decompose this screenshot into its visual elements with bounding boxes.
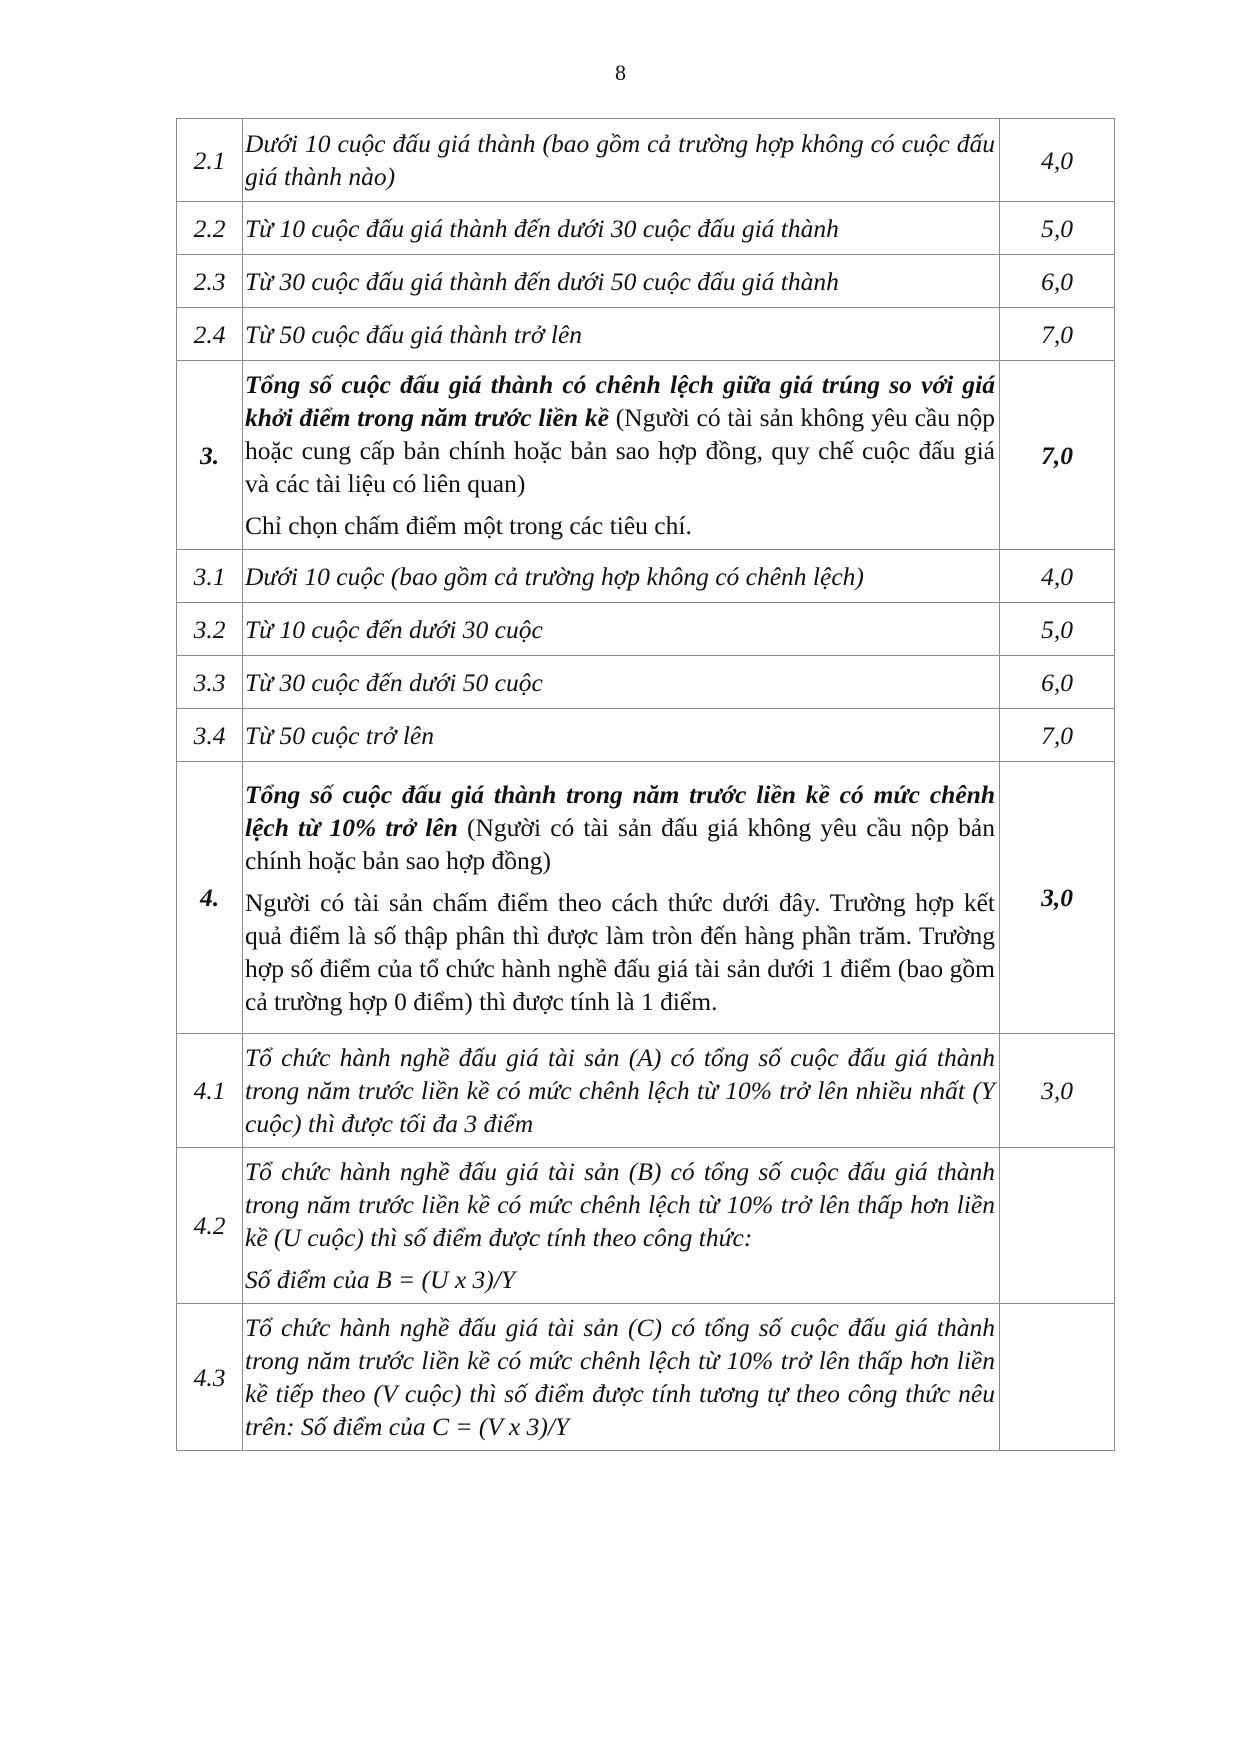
criterion-formula: Số điểm của B = (U x 3)/Y: [245, 1265, 516, 1294]
criterion-text: Từ 30 cuộc đến dưới 50 cuộc: [243, 656, 1000, 709]
criterion-score: 6,0: [1000, 656, 1115, 709]
section-number: 4.: [177, 762, 243, 1034]
criterion-number: 2.3: [177, 255, 243, 308]
criterion-text: Dưới 10 cuộc đấu giá thành (bao gồm cả trường hợp không có cuộc đấu giá thành nào): [243, 119, 1000, 202]
table-row: [177, 255, 1115, 308]
table-row: [177, 603, 1115, 656]
section-score: 7,0: [1000, 361, 1115, 550]
section-paragraph: [245, 778, 995, 877]
criterion-score: 5,0: [1000, 202, 1115, 255]
section-paragraph: [245, 368, 995, 500]
criterion-score: 4,0: [1000, 119, 1115, 202]
table-row: [177, 1304, 1115, 1451]
criterion-text: Từ 50 cuộc trở lên: [243, 709, 1000, 762]
criterion-text: Từ 30 cuộc đấu giá thành đến dưới 50 cuộc đấu giá thành: [243, 255, 1000, 308]
table-row: [177, 119, 1115, 202]
table-row: [177, 709, 1115, 762]
criterion-number: 4.2: [177, 1148, 243, 1304]
section-number: 3.: [177, 361, 243, 550]
criterion-number: 3.4: [177, 709, 243, 762]
criterion-score: 4,0: [1000, 550, 1115, 603]
criterion-text: Từ 10 cuộc đấu giá thành đến dưới 30 cuộc đấu giá thành: [243, 202, 1000, 255]
criterion-number: 3.3: [177, 656, 243, 709]
section-title: Tổng số cuộc đấu giá thành trong năm trước liền kề có mức chênh lệch từ 10% trở lên: [245, 779, 995, 842]
section-score: 3,0: [1000, 762, 1115, 1034]
criterion-number: 4.1: [177, 1034, 243, 1148]
table-row: [177, 550, 1115, 603]
criterion-score: 5,0: [1000, 603, 1115, 656]
criterion-number: 4.3: [177, 1304, 243, 1451]
criterion-number: 3.1: [177, 550, 243, 603]
section-text: (Người có tài sản không yêu cầu nộp hoặc cung cấp bản chính hoặc bản sao hợp đồng, quy chế cuộc đấu giá và các tài liệu có liên quan): [245, 403, 995, 498]
section-note: Người có tài sản chấm điểm theo cách thức dưới đây. Trường hợp kết quả điểm là số thập phân thì được làm tròn đến hàng phần trăm. Trường hợp số điểm của tổ chức hành nghề đấu giá tài sản dưới 1 điểm (bao gồm cả trường hợp 0 điểm) thì được tính là 1 điểm.: [245, 887, 995, 1016]
criterion-score: 3,0: [1000, 1034, 1115, 1148]
table-row: [177, 1148, 1115, 1304]
criterion-score: 7,0: [1000, 308, 1115, 361]
criterion-text: Từ 10 cuộc đến dưới 30 cuộc: [243, 603, 1000, 656]
criterion-text: Tổ chức hành nghề đấu giá tài sản (B) có tổng số cuộc đấu giá thành trong năm trước liền kề có mức chênh lệch từ 10% trở lên thấp hơn liền kề (U cuộc) thì số điểm được tính theo công thức:: [245, 1157, 995, 1252]
criterion-score: [1000, 1304, 1115, 1451]
criterion-score: [1000, 1148, 1115, 1304]
section-title: Tổng số cuộc đấu giá thành có chênh lệch giữa giá trúng so với giá khởi điểm trong năm trước liền kề: [245, 370, 995, 432]
section-description: [243, 762, 1000, 1034]
table-row: [177, 202, 1115, 255]
section-text: (Người có tài sản đấu giá không yêu cầu nộp bản chính hoặc bản sao hợp đồng): [245, 812, 995, 875]
criterion-description: [243, 1148, 1000, 1304]
table-row: [177, 656, 1115, 709]
section-note: Chỉ chọn chấm điểm một trong các tiêu chí.: [245, 511, 692, 540]
criterion-text: Từ 50 cuộc đấu giá thành trở lên: [243, 308, 1000, 361]
criterion-text: Tổ chức hành nghề đấu giá tài sản (A) có tổng số cuộc đấu giá thành trong năm trước liền kề có mức chênh lệch từ 10% trở lên nhiều nhất (Y cuộc) thì được tối đa 3 điểm: [243, 1034, 1000, 1148]
table-row: [177, 308, 1115, 361]
criterion-text: Dưới 10 cuộc (bao gồm cả trường hợp không có chênh lệch): [243, 550, 1000, 603]
criterion-number: 2.2: [177, 202, 243, 255]
criterion-text: Tổ chức hành nghề đấu giá tài sản (C) có tổng số cuộc đấu giá thành trong năm trước liền kề có mức chênh lệch từ 10% trở lên thấp hơn liền kề tiếp theo (V cuộc) thì số điểm được tính tương tự theo công thức nêu trên: Số điểm của C = (V x 3)/Y: [243, 1304, 1000, 1451]
section-description: [243, 361, 1000, 550]
page-number: 8: [615, 60, 626, 85]
table-row-section: [177, 762, 1115, 1034]
criterion-score: 6,0: [1000, 255, 1115, 308]
table-row: [177, 1034, 1115, 1148]
scoring-criteria-table: [176, 118, 1115, 1451]
criterion-number: 3.2: [177, 603, 243, 656]
criterion-score: 7,0: [1000, 709, 1115, 762]
table-row-section: [177, 361, 1115, 550]
criterion-number: 2.4: [177, 308, 243, 361]
criterion-number: 2.1: [177, 119, 243, 202]
